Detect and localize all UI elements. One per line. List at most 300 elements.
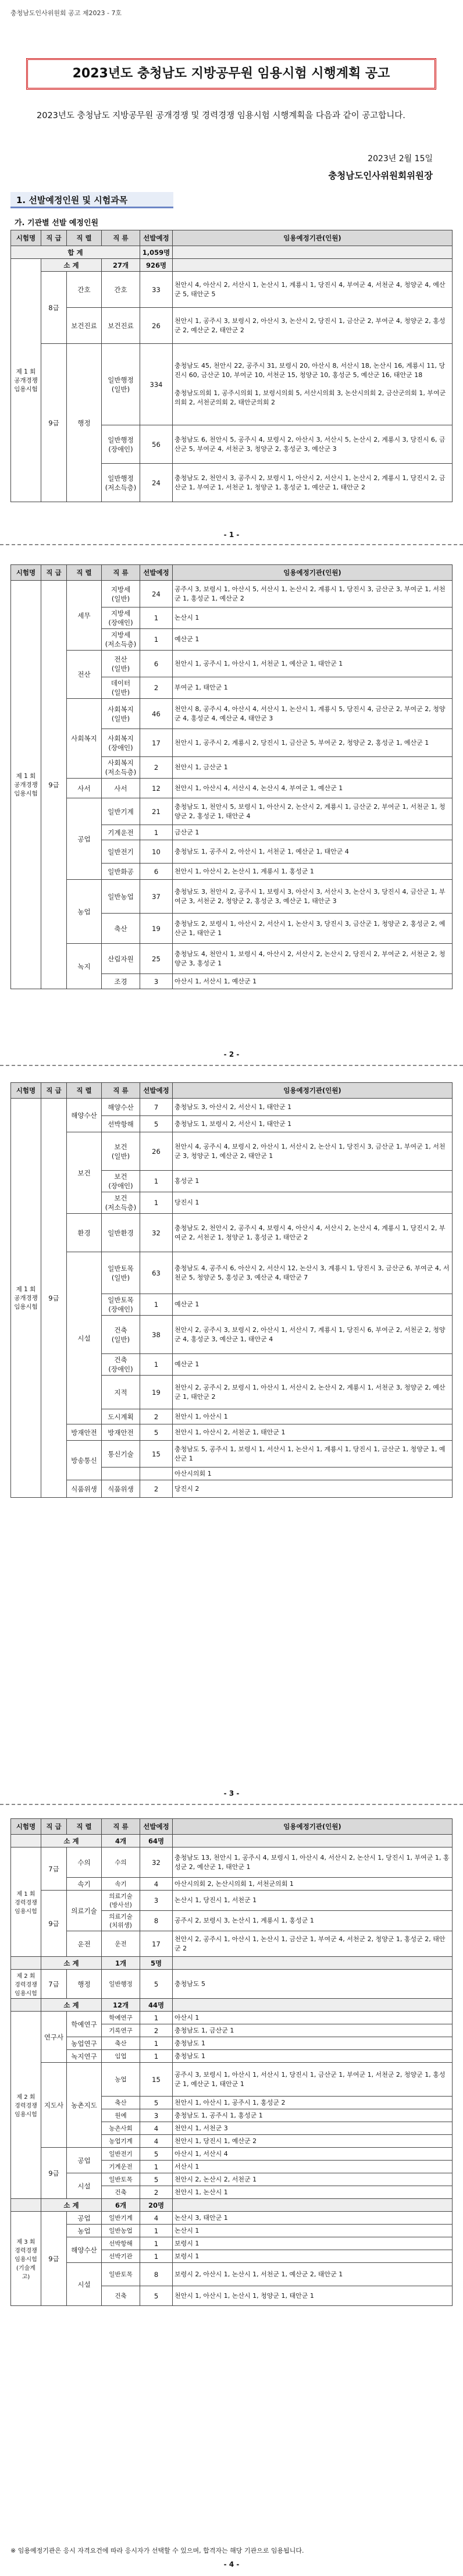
type-cell: 보건 (장애인) (102, 1171, 140, 1192)
grade-cell: 7급 (41, 1970, 67, 1999)
count-cell: 2 (140, 2024, 173, 2037)
table-header-row (11, 565, 453, 581)
org-cell: 천안시 1, 공주시 3, 보령시 2, 아산시 3, 논산시 2, 당진시 1, 금산군 2, 부여군 4, 청양군 2, 홍성군 2, 예산군 2, 태안군 2 (173, 308, 453, 344)
org-cell: 천안시 2, 공주시 1, 아산시 1, 논산시 1, 금산군 1, 부여군 4, 서천군 2, 청양군 1, 홍성군 2, 태안군 2 (173, 1931, 453, 1957)
count-cell: 2 (140, 1480, 173, 1498)
subtotal-count: 926명 (140, 259, 173, 272)
series-cell: 방재안전 (67, 1424, 102, 1441)
type-cell: 의료기술 (치위생) (102, 1911, 140, 1931)
series-cell: 녹지연구 (67, 2050, 102, 2063)
exam-name: 제 2 회 경력경쟁 임용시험 (11, 1970, 41, 1999)
series-cell: 간호 (67, 272, 102, 308)
org-cell: 천안시 1, 공주시 2, 계룡시 2, 당진시 1, 금산군 5, 부여군 2, 청양군 2, 홍성군 1, 예산군 1 (173, 729, 453, 757)
org-cell: 천안시 2, 공주시 3, 보령시 2, 아산시 1, 서산시 7, 계룡시 1, 당진시 6, 부여군 2, 서천군 2, 청양군 4, 홍성군 3, 예산군 1, 태안군 4 (173, 1316, 453, 1354)
type-cell: 해양수산 (102, 1099, 140, 1116)
col-header: 직 렬 (67, 565, 102, 581)
subtotal-row (11, 1999, 453, 2012)
type-cell: 일반전기 (102, 2148, 140, 2161)
count-cell: 15 (140, 2063, 173, 2097)
org-cell: 충청남도 1 (173, 2050, 453, 2063)
count-cell: 5 (140, 2148, 173, 2161)
subtotal-row (11, 1835, 453, 1847)
col-header: 직 류 (102, 1819, 140, 1835)
grand-total-row (11, 246, 453, 259)
exam-name: 제 1 회 공개경쟁 임용시험 (11, 581, 41, 989)
org-cell: 논산시 1, 당진시 1, 서천군 1 (173, 1891, 453, 1911)
page-divider (0, 1065, 463, 1066)
count-cell: 1 (140, 2161, 173, 2173)
table-row (11, 944, 453, 974)
subtotal-row (11, 2199, 453, 2212)
col-header: 선발예정 (140, 565, 173, 581)
grade-cell: 9급 (41, 1891, 67, 1957)
org-cell: 천안시 8, 공주시 4, 아산시 4, 서산시 1, 논산시 1, 계룡시 5, 당진시 4, 금산군 2, 부여군 2, 청양군 4, 홍성군 4, 예산군 4, 태안군 3 (173, 699, 453, 729)
type-cell: 임업 (102, 2050, 140, 2063)
blank-cell (11, 1957, 41, 1970)
org-cell: 충청남도 6, 천안시 5, 공주시 4, 보령시 2, 아산시 3, 서산시 5, 논산시 2, 계룡시 3, 당진시 6, 금산군 5, 부여군 4, 서천군 3, 청양군 2, 홍성군 3, 예산군 3 (173, 425, 453, 464)
table-page-2 (10, 564, 453, 989)
count-cell: 25 (140, 944, 173, 974)
col-header: 임용예정기관(인원) (173, 1819, 453, 1835)
org-cell: 예산군 1 (173, 1294, 453, 1316)
series-cell: 환경 (67, 1214, 102, 1252)
count-cell: 2 (140, 677, 173, 699)
type-cell: 식품위생 (102, 1480, 140, 1498)
table-row (11, 1252, 453, 1294)
col-header: 선발예정 (140, 1083, 173, 1099)
count-cell: 5 (140, 2286, 173, 2306)
col-header: 직 급 (41, 565, 67, 581)
org-cell: 당진시 2 (173, 1480, 453, 1498)
blank-cell (11, 1999, 41, 2012)
blank-cell (11, 2199, 41, 2212)
table-header-row (11, 1083, 453, 1099)
count-cell: 24 (140, 581, 173, 607)
footnote: ※ 임용예정기관은 응시 자격요건에 따라 응시자가 선택할 수 있으며, 합격자는 해당 기관으로 임용됩니다. (10, 2547, 304, 2554)
subtotal-jik: 1개 (102, 1957, 140, 1970)
org-cell: 충청남도 1 (173, 2037, 453, 2050)
org-cell: 천안시 1, 아산시 1, 공주시 1, 홍성군 2 (173, 2097, 453, 2109)
type-cell: 방재안전 (102, 1424, 140, 1441)
table-row (11, 344, 453, 425)
page-divider (0, 1804, 463, 1805)
table-row (11, 699, 453, 729)
grade-cell: 9급 (41, 344, 67, 502)
org-cell: 논산시 1 (173, 607, 453, 629)
org-cell: 당진시 1 (173, 1192, 453, 1214)
table-row (11, 2212, 453, 2225)
blank-cell (173, 1999, 453, 2012)
type-cell: 산림자원 (102, 944, 140, 974)
org-cell: 충청남도 5, 공주시 1, 보령시 1, 서산시 1, 논산시 1, 계룡시 1, 당진시 1, 금산군 1, 청양군 1, 예산군 1 (173, 1441, 453, 1468)
document-title: 2023년도 충청남도 지방공무원 임용시험 시행계획 공고 (26, 58, 436, 90)
count-cell: 46 (140, 699, 173, 729)
count-cell: 17 (140, 1931, 173, 1957)
count-cell: 37 (140, 880, 173, 914)
count-cell: 4 (140, 2135, 173, 2148)
type-cell: 농업기계 (102, 2135, 140, 2148)
count-cell: 5 (140, 1970, 173, 1999)
table-row (11, 2173, 453, 2186)
org-cell: 공주시 3, 보령시 1, 아산시 1, 서산시 1, 당진시 1, 금산군 1, 부여군 1, 서천군 2, 청양군 1, 홍성군 1, 예산군 1, 태안군 1 (173, 2063, 453, 2097)
count-cell: 56 (140, 425, 173, 464)
count-cell: 2 (140, 1409, 173, 1424)
table-row (11, 2037, 453, 2050)
count-cell (140, 1468, 173, 1480)
subtotal-label: 소 계 (41, 2199, 102, 2212)
type-cell: 건축 (102, 2186, 140, 2199)
count-cell: 5 (140, 2097, 173, 2109)
org-cell: 충청남도 1, 천안시 5, 보령시 1, 아산시 2, 논산시 2, 계룡시 1, 금산군 2, 부여군 1, 서천군 1, 청양군 2, 홍성군 1, 태안군 4 (173, 798, 453, 825)
announcement-date: 2023년 2월 15일 (368, 154, 433, 164)
type-cell: 일반전기 (102, 840, 140, 864)
type-cell: 선박항해 (102, 1116, 140, 1132)
type-cell: 학예연구 (102, 2012, 140, 2024)
org-cell: 충청남도 1, 공주시 1, 홍성군 1 (173, 2109, 453, 2122)
table-page-4 (10, 1818, 453, 2306)
table-row (11, 2263, 453, 2286)
page-number: - 2 - (223, 1050, 240, 1058)
series-cell: 보건 (67, 1132, 102, 1214)
table-row (11, 1891, 453, 1911)
count-cell: 1 (140, 2050, 173, 2063)
subtotal-count: 5명 (140, 1957, 173, 1970)
type-cell: 원예 (102, 2109, 140, 2122)
table-header-row (11, 230, 453, 246)
count-cell: 1 (140, 1171, 173, 1192)
org-cell: 충청남도 3, 천안시 2, 공주시 1, 보령시 3, 아산시 3, 서산시 3, 논산시 3, 당진시 4, 금산군 1, 부여군 3, 서천군 2, 청양군 2, 홍성군 3, 예산군 1, 태안군 3 (173, 880, 453, 914)
count-cell: 1 (140, 2237, 173, 2250)
count-cell: 1 (140, 825, 173, 840)
org-cell: 천안시 1, 당진시 1, 예산군 2 (173, 2135, 453, 2148)
col-header: 직 렬 (67, 230, 102, 246)
table-row (11, 1214, 453, 1252)
count-cell: 1 (140, 607, 173, 629)
count-cell: 15 (140, 1441, 173, 1468)
series-cell: 해양수산 (67, 2237, 102, 2263)
exam-name: 제 1 회 공개경쟁 임용시험 (11, 1099, 41, 1498)
table-header-row (11, 1819, 453, 1835)
table-row (11, 651, 453, 677)
exam-name: 제 2 회 경력경쟁 임용시험 (11, 2012, 41, 2199)
series-cell: 녹지 (67, 944, 102, 989)
table-row (11, 2063, 453, 2097)
col-header: 직 류 (102, 230, 140, 246)
count-cell: 5 (140, 1116, 173, 1132)
type-cell: 축산 (102, 914, 140, 944)
series-cell: 방송통신 (67, 1441, 102, 1480)
blank-cell (173, 1957, 453, 1970)
count-cell: 1 (140, 2250, 173, 2263)
org-cell: 천안시 1, 서천군 3 (173, 2122, 453, 2135)
org-cell: 천안시 4, 아산시 2, 서산시 1, 논산시 1, 계룡시 1, 당진시 4, 부여군 4, 서천군 4, 청양군 4, 예산군 5, 태안군 5 (173, 272, 453, 308)
subtotal-jik: 12개 (102, 1999, 140, 2012)
series-cell: 농촌지도 (67, 2063, 102, 2148)
org-cell: 충청남도 45, 천안시 22, 공주시 31, 보령시 20, 아산시 8, 서산시 18, 논산시 16, 계룡시 11, 당진시 60, 금산군 10, 부여군 10, 서천군 15, 청양군 10, 홍성군 5, 예산군 16, 태안군 18 충청남도의회 1, 공주시의회 1, 보령시의회 5, 서산시의회 3, 논산시의회 2, 금산군의회 1, 부여군의회 2, 서천군의회 2, 태안군의회 2 (173, 344, 453, 425)
col-header: 직 렬 (67, 1083, 102, 1099)
type-cell: 지방세 (저소득층) (102, 629, 140, 651)
page-divider (0, 544, 463, 545)
blank-cell (173, 1835, 453, 1847)
type-cell: 조경 (102, 974, 140, 989)
type-cell: 일반토목 (102, 2263, 140, 2286)
series-cell: 사회복지 (67, 699, 102, 779)
type-cell: 건축 (장애인) (102, 1354, 140, 1376)
type-cell: 축산 (102, 2037, 140, 2050)
issuer-name: 충청남도인사위원회위원장 (328, 170, 433, 181)
org-cell: 충청남도 3, 아산시 2, 서산시 1, 태안군 1 (173, 1099, 453, 1116)
org-cell: 충청남도 4, 공주시 6, 아산시 2, 서산시 12, 논산시 3, 계룡시 1, 당진시 3, 금산군 6, 부여군 4, 서천군 5, 청양군 5, 홍성군 3, 예산군 4, 태안군 7 (173, 1252, 453, 1294)
count-cell: 2 (140, 2186, 173, 2199)
series-cell: 수의 (67, 1847, 102, 1878)
grade-cell: 8급 (41, 272, 67, 344)
count-cell: 1 (140, 2225, 173, 2237)
org-cell: 충청남도 2, 보령시 1, 아산시 2, 서산시 1, 논산시 3, 당진시 3, 금산군 1, 청양군 2, 홍성군 2, 예산군 1, 태안군 1 (173, 914, 453, 944)
table-row (11, 2148, 453, 2161)
type-cell: 일반농업 (102, 880, 140, 914)
series-cell: 행정 (67, 1970, 102, 1999)
type-cell: 선박항해 (102, 2237, 140, 2250)
table-row (11, 1441, 453, 1468)
org-cell: 충청남도 1, 공주시 2, 아산시 1, 서천군 1, 예산군 1, 태안군 4 (173, 840, 453, 864)
org-cell: 아산시 1 (173, 2012, 453, 2024)
col-header: 직 급 (41, 1819, 67, 1835)
series-cell: 시설 (67, 2173, 102, 2199)
org-cell: 충청남도 5 (173, 1970, 453, 1999)
table-row (11, 2225, 453, 2237)
count-cell: 32 (140, 1847, 173, 1878)
col-header: 임용예정기관(인원) (173, 565, 453, 581)
org-cell: 충청남도 2, 천안시 3, 공주시 2, 보령시 1, 아산시 2, 서산시 1, 논산시 2, 계룡시 1, 당진시 2, 금산군 1, 부여군 1, 서천군 1, 청양군 1, 홍성군 1, 예산군 1, 태안군 2 (173, 464, 453, 502)
org-cell: 서산시 1 (173, 2161, 453, 2173)
type-cell: 통신기술 (102, 1441, 140, 1468)
type-cell: 데이터 (일반) (102, 677, 140, 699)
org-cell: 논산시 1 (173, 2225, 453, 2237)
series-cell: 공업 (67, 2148, 102, 2173)
count-cell: 26 (140, 308, 173, 344)
count-cell: 19 (140, 914, 173, 944)
org-cell: 공주시 3, 보령시 1, 아산시 5, 서산시 1, 논산시 2, 계룡시 1, 당진시 3, 금산군 3, 부여군 1, 서천군 1, 홍성군 1, 예산군 2 (173, 581, 453, 607)
type-cell: 운전 (102, 1931, 140, 1957)
org-cell: 천안시 1, 금산군 1 (173, 757, 453, 779)
type-cell: 도시계획 (102, 1409, 140, 1424)
series-cell: 전산 (67, 651, 102, 699)
grade-cell: 지도사 (41, 2063, 67, 2148)
type-cell: 일반행정 (저소득층) (102, 464, 140, 502)
count-cell: 5 (140, 1424, 173, 1441)
grade-cell: 9급 (41, 2212, 67, 2306)
table-row (11, 308, 453, 344)
table-row (11, 2050, 453, 2063)
count-cell: 1 (140, 2037, 173, 2050)
org-cell: 충청남도 2, 천안시 2, 공주시 4, 보령시 4, 아산시 4, 서산시 2, 논산시 4, 계룡시 1, 당진시 2, 부여군 2, 서천군 1, 청양군 1, 홍성군 1, 태안군 2 (173, 1214, 453, 1252)
count-cell: 8 (140, 1911, 173, 1931)
col-header: 시험명 (11, 565, 41, 581)
org-cell: 천안시 1, 아산시 2, 논산시 1, 계룡시 1, 홍성군 1 (173, 864, 453, 880)
type-cell: 일반행정 (일반) (102, 344, 140, 425)
type-cell: 농업 (102, 2063, 140, 2097)
org-cell: 아산시 1, 서산시 4 (173, 2148, 453, 2161)
type-cell: 수의 (102, 1847, 140, 1878)
table-row (11, 2237, 453, 2250)
count-cell: 1 (140, 629, 173, 651)
type-cell: 일반행정 (102, 1970, 140, 1999)
type-cell: 사회복지 (저소득층) (102, 757, 140, 779)
table-row (11, 880, 453, 914)
type-cell: 선박기관 (102, 2250, 140, 2263)
org-cell: 아산시 1, 서산시 1, 예산군 1 (173, 974, 453, 989)
exam-name: 제 1 회 경력경쟁 임용시험 (11, 1847, 41, 1957)
count-cell: 5 (140, 2173, 173, 2186)
grade-cell: 연구사 (41, 2012, 67, 2063)
type-cell (102, 1468, 140, 1480)
col-header: 선발예정 (140, 230, 173, 246)
count-cell: 38 (140, 1316, 173, 1354)
org-cell: 아산시의회 1 (173, 1468, 453, 1480)
type-cell: 일반농업 (102, 2225, 140, 2237)
col-header: 임용예정기관(인원) (173, 230, 453, 246)
subsection-title: 가. 기관별 선발 예정인원 (15, 219, 99, 228)
org-cell: 천안시 1, 아산시 4, 서산시 4, 논산시 4, 부여군 1, 예산군 1 (173, 779, 453, 798)
type-cell: 지방세 (일반) (102, 581, 140, 607)
org-cell: 홍성군 1 (173, 1171, 453, 1192)
col-header: 직 급 (41, 1083, 67, 1099)
table-row (11, 1847, 453, 1878)
col-header: 직 급 (41, 230, 67, 246)
series-cell: 운전 (67, 1931, 102, 1957)
table-page-3 (10, 1082, 453, 1498)
type-cell: 건축 (일반) (102, 1316, 140, 1354)
type-cell: 건축 (102, 2286, 140, 2306)
org-cell: 보령시 2, 아산시 1, 논산시 1, 서천군 1, 예산군 2, 태안군 1 (173, 2263, 453, 2286)
table-row (11, 779, 453, 798)
org-cell: 예산군 1 (173, 1354, 453, 1376)
org-cell: 충청남도 13, 천안시 1, 공주시 4, 보령시 1, 아산시 4, 서산시 2, 논산시 1, 당진시 1, 부여군 1, 홍성군 2, 예산군 1, 태안군 1 (173, 1847, 453, 1878)
table-row (11, 1480, 453, 1498)
grade-cell: 7급 (41, 1847, 67, 1891)
org-cell: 천안시 1, 아산시 1, 논산시 1, 청양군 1, 태안군 1 (173, 2286, 453, 2306)
count-cell: 26 (140, 1132, 173, 1171)
table-row (11, 1931, 453, 1957)
type-cell: 의료기술 (방사선) (102, 1891, 140, 1911)
table-row (11, 272, 453, 308)
intro-paragraph: 2023년도 충청남도 지방공무원 공개경쟁 및 경력경쟁 임용시험 시행계획을 다음과 같이 공고합니다. (37, 111, 405, 120)
org-cell: 부여군 1, 태안군 1 (173, 677, 453, 699)
series-cell: 농업 (67, 2225, 102, 2237)
grand-total-value: 1,059명 (140, 246, 173, 259)
count-cell: 17 (140, 729, 173, 757)
org-cell: 금산군 1 (173, 825, 453, 840)
series-cell: 학예연구 (67, 2012, 102, 2037)
table-row (11, 1099, 453, 1116)
type-cell: 사회복지 (일반) (102, 699, 140, 729)
type-cell: 지적 (102, 1376, 140, 1409)
count-cell: 1 (140, 1354, 173, 1376)
org-cell: 논산시 3, 태안군 1 (173, 2212, 453, 2225)
series-cell: 공업 (67, 798, 102, 880)
count-cell: 19 (140, 1376, 173, 1409)
count-cell: 3 (140, 974, 173, 989)
count-cell: 63 (140, 1252, 173, 1294)
count-cell: 3 (140, 2109, 173, 2122)
type-cell: 속기 (102, 1878, 140, 1891)
org-cell: 보령시 1 (173, 2250, 453, 2263)
series-cell: 세무 (67, 581, 102, 651)
org-cell: 공주시 2, 보령시 3, 논산시 1, 계룡시 1, 홍성군 1 (173, 1911, 453, 1931)
count-cell: 4 (140, 2212, 173, 2225)
table-row (11, 1878, 453, 1891)
subtotal-count: 64명 (140, 1835, 173, 1847)
section-title: 1. 선발예정인원 및 시험과목 (10, 192, 173, 208)
col-header: 시험명 (11, 1083, 41, 1099)
count-cell: 24 (140, 464, 173, 502)
subtotal-row (11, 259, 453, 272)
col-header: 시험명 (11, 1819, 41, 1835)
count-cell: 7 (140, 1099, 173, 1116)
col-header: 직 류 (102, 565, 140, 581)
org-cell: 충청남도 1, 금산군 1 (173, 2024, 453, 2037)
org-cell: 천안시 1, 공주시 1, 아산시 1, 서천군 1, 예산군 1, 태안군 1 (173, 651, 453, 677)
series-cell: 식품위생 (67, 1480, 102, 1498)
org-cell: 천안시 2, 논산시 2, 서천군 1 (173, 2173, 453, 2186)
grand-total-label: 합 계 (11, 246, 140, 259)
page-number: - 1 - (223, 531, 240, 539)
subtotal-jik: 4개 (102, 1835, 140, 1847)
subtotal-row (11, 1957, 453, 1970)
count-cell: 10 (140, 840, 173, 864)
org-cell: 천안시 4, 공주시 4, 보령시 2, 아산시 1, 서산시 2, 논산시 1, 당진시 3, 금산군 1, 부여군 1, 서천군 3, 청양군 1, 예산군 2, 태안군 1 (173, 1132, 453, 1171)
count-cell: 21 (140, 798, 173, 825)
series-cell: 사서 (67, 779, 102, 798)
subtotal-label: 소 계 (41, 259, 102, 272)
page-number: - 4 - (223, 2560, 240, 2568)
exam-name: 제 3 회 경력경쟁 임용시험 (기술계고) (11, 2212, 41, 2306)
table-row (11, 1132, 453, 1171)
table-row (11, 798, 453, 825)
series-cell: 속기 (67, 1878, 102, 1891)
type-cell: 보건 (일반) (102, 1132, 140, 1171)
series-cell: 시설 (67, 2263, 102, 2306)
table-row (11, 1970, 453, 1999)
subtotal-jik: 6개 (102, 2199, 140, 2212)
type-cell: 일반화공 (102, 864, 140, 880)
type-cell: 기계운전 (102, 825, 140, 840)
count-cell: 1 (140, 2012, 173, 2024)
count-cell: 2 (140, 757, 173, 779)
type-cell: 보건진료 (102, 308, 140, 344)
subtotal-label: 소 계 (41, 1999, 102, 2012)
type-cell: 일반행정 (장애인) (102, 425, 140, 464)
type-cell: 지방세 (장애인) (102, 607, 140, 629)
col-header: 시험명 (11, 230, 41, 246)
grade-cell: 9급 (41, 581, 67, 989)
series-cell: 농업연구 (67, 2037, 102, 2050)
table-row (11, 2012, 453, 2024)
type-cell: 일반토목 (장애인) (102, 1294, 140, 1316)
series-cell: 행정 (67, 344, 102, 502)
subtotal-label: 소 계 (41, 1957, 102, 1970)
count-cell: 6 (140, 651, 173, 677)
blank-cell (173, 2199, 453, 2212)
count-cell: 12 (140, 779, 173, 798)
type-cell: 농촌사회 (102, 2122, 140, 2135)
table-page-1 (10, 230, 453, 502)
document-header: 충청남도인사위원회 공고 제2023 - 7호 (10, 9, 122, 17)
type-cell: 일반토목 (102, 2173, 140, 2186)
subtotal-count: 20명 (140, 2199, 173, 2212)
series-cell: 공업 (67, 2212, 102, 2225)
org-cell: 예산군 1 (173, 629, 453, 651)
